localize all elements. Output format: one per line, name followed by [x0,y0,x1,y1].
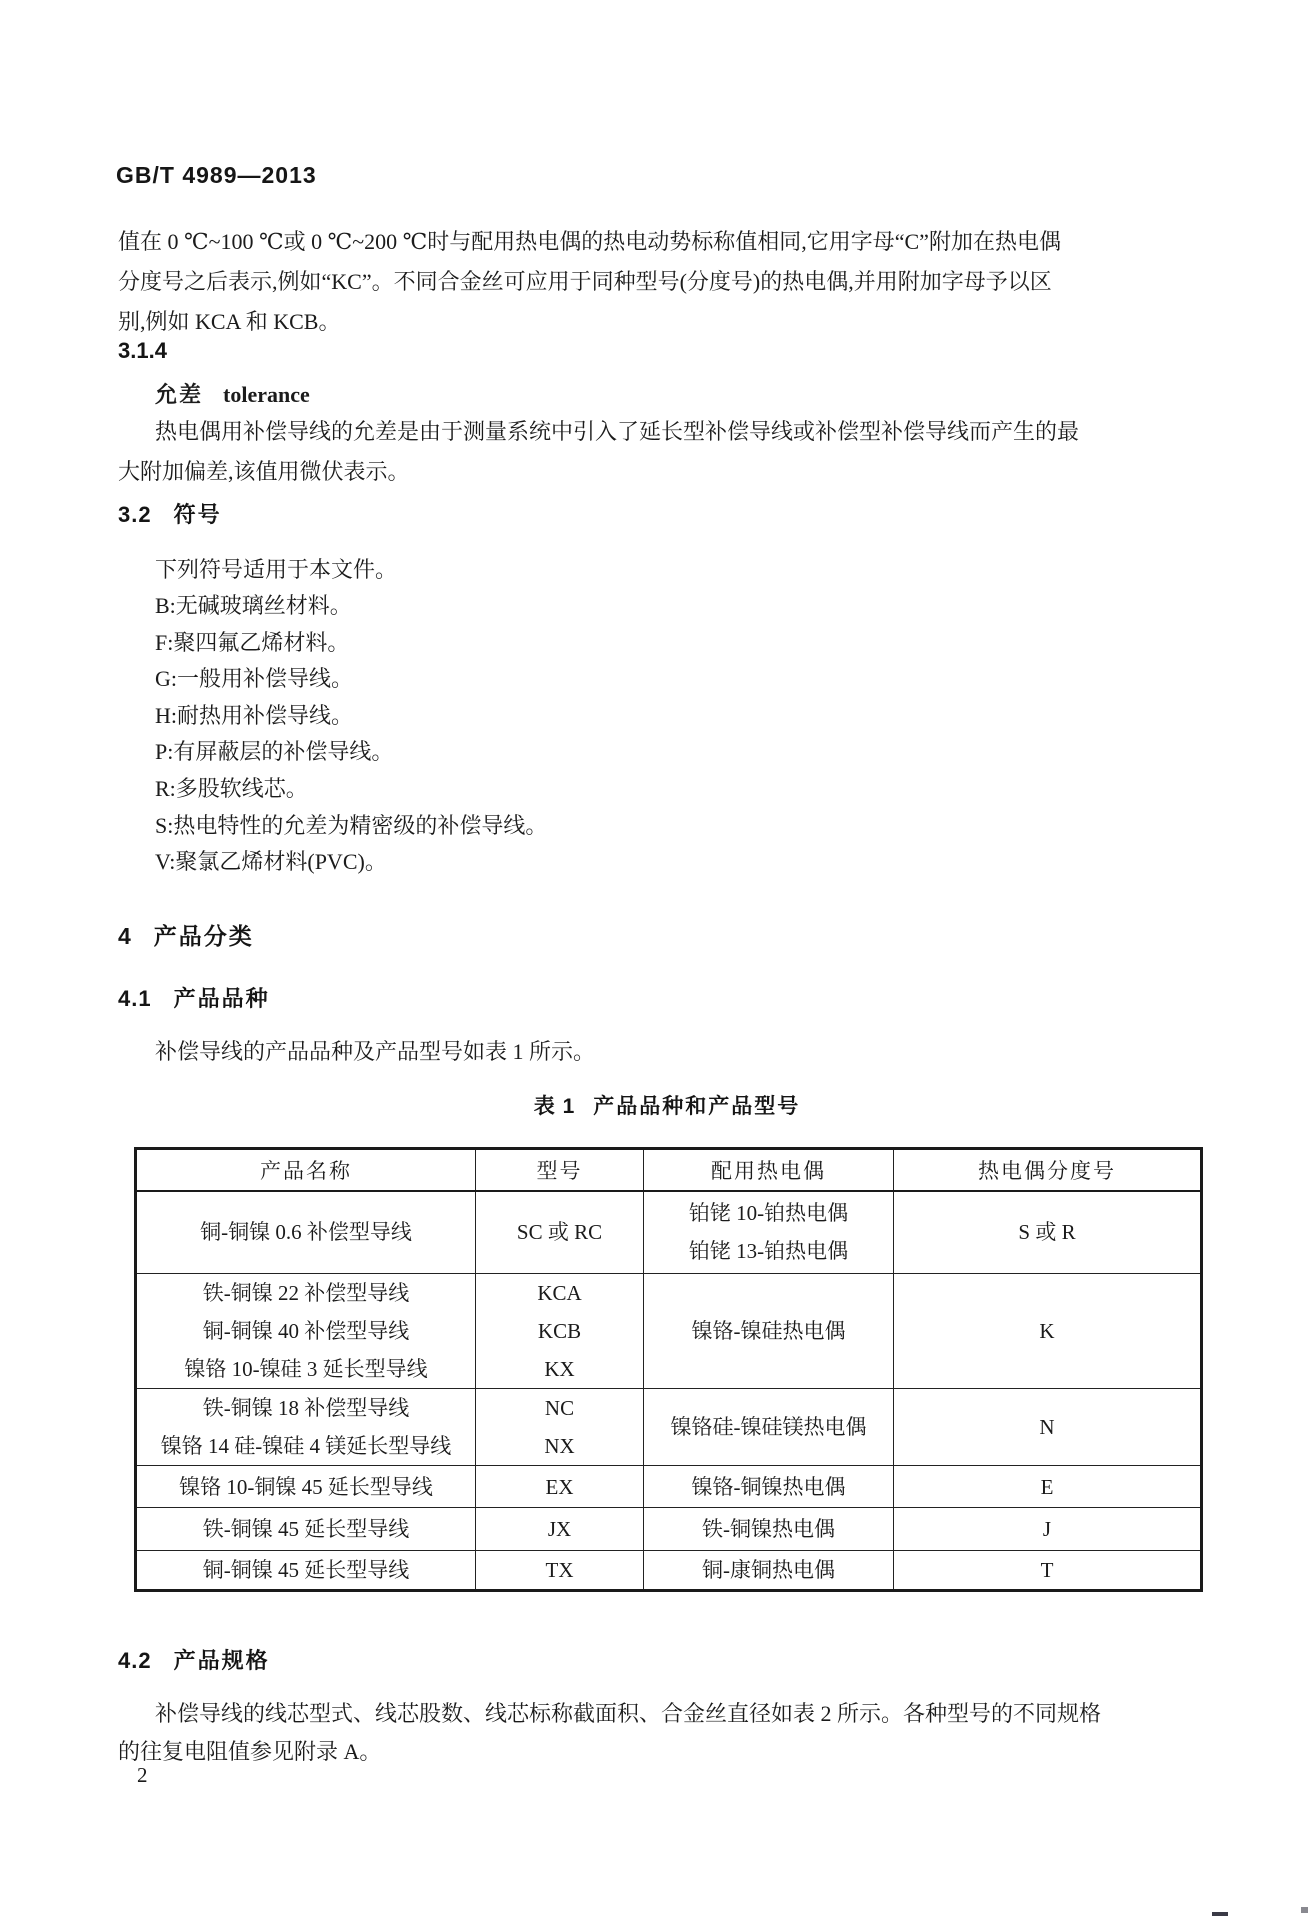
col-header-thermocouple: 配用热电偶 [644,1149,894,1191]
cell-line: KCB [537,1319,582,1343]
section-4-2-body-line2: 的往复电阻值参见附录 A。 [118,1739,382,1764]
cell-line: KX [544,1357,575,1381]
cell-line: 铜-铜镍 0.6 补偿型导线 [200,1220,412,1245]
section-4-1-intro: 补偿导线的产品品种及产品型号如表 1 所示。 [155,1039,596,1064]
cell-line: 铁-铜镍 22 补偿型导线 [202,1281,410,1305]
grade-cell [894,1551,1202,1591]
model-cell [476,1274,644,1389]
cell-line: NX [544,1434,575,1458]
cell-line: J [1042,1517,1052,1541]
cell-line: 铂铑 10-铂热电偶 [688,1201,849,1226]
grade-cell [894,1466,1202,1508]
model-cell [476,1466,644,1508]
section-number: 4.1 [118,986,152,1011]
cell-line: 镍铬 10-镍硅 3 延长型导线 [184,1357,428,1381]
thermocouple-cell [644,1466,894,1508]
cell-line: E [1040,1474,1054,1499]
thermocouple-cell [644,1274,894,1389]
section-number: 3.2 [118,502,152,527]
symbols-list [155,588,547,881]
table-row [136,1389,1202,1466]
tolerance-definition-line2: 大附加偏差,该值用微伏表示。 [118,459,410,484]
symbol-item: P:有屏蔽层的补偿导线。 [155,739,394,765]
section-title: 符号 [173,502,222,527]
symbol-item: G:一般用补偿导线。 [155,666,354,692]
section-4-2-heading [118,1644,270,1675]
grade-cell [894,1191,1202,1274]
cell-line: 铂铑 13-铂热电偶 [688,1239,849,1264]
table-caption-title: 产品品种和产品型号 [593,1095,801,1118]
cell-line: 铁-铜镍 45 延长型导线 [202,1517,410,1541]
grade-cell [894,1389,1202,1466]
cell-line: KCA [537,1281,582,1305]
product-name-cell [136,1508,476,1551]
term-heading [155,378,310,409]
cell-line: 铜-铜镍 40 补偿型导线 [202,1319,410,1343]
product-name-cell [136,1191,476,1274]
cell-line: 铜-康铜热电偶 [702,1558,835,1582]
paragraph-line: 分度号之后表示,例如“KC”。不同合金丝可应用于同种型号(分度号)的热电偶,并用附加字母予以区 [118,269,1052,294]
section-4-heading [118,918,254,951]
table1-caption [134,1090,1200,1120]
symbol-item: H:耐热用补偿导线。 [155,702,354,728]
symbol-item: R:多股软线芯。 [155,775,308,801]
product-name-cell [136,1551,476,1591]
paragraph-line: 值在 0 ℃~100 ℃或 0 ℃~200 ℃时与配用热电偶的热电动势标称值相同,它用字母“C”附加在热电偶 [118,229,1061,254]
section-3-2-heading [118,498,222,529]
cell-line: 镍铬硅-镍硅镁热电偶 [670,1415,867,1439]
table-row [136,1191,1202,1274]
table-row [136,1274,1202,1389]
cell-line: 铁-铜镍 18 补偿型导线 [202,1396,410,1420]
thermocouple-cell [644,1508,894,1551]
tolerance-definition-line1: 热电偶用补偿导线的允差是由于测量系统中引入了延长型补偿导线或补偿型补偿导线而产生的最 [155,419,1080,444]
symbol-item: V:聚氯乙烯材料(PVC)。 [155,849,387,875]
thermocouple-cell [644,1551,894,1591]
paragraph-line: 别,例如 KCA 和 KCB。 [118,309,341,334]
term-cn: 允差 [155,382,204,407]
model-cell [476,1389,644,1466]
table1-body [136,1191,1202,1591]
cell-line: K [1039,1319,1055,1343]
cell-line: N [1039,1415,1055,1439]
clause-3-1-4-number: 3.1.4 [118,338,167,363]
symbol-item: B:无碱玻璃丝材料。 [155,593,352,618]
cell-line: T [1040,1558,1054,1582]
symbol-item: F:聚四氟乙烯材料。 [155,629,350,655]
model-cell [476,1551,644,1591]
cell-line: S 或 R [1018,1220,1076,1245]
section-title: 产品品种 [173,986,270,1011]
thermocouple-cell [644,1389,894,1466]
scan-mark [1301,1907,1308,1913]
cell-line: 镍铬 10-铜镍 45 延长型导线 [179,1474,433,1499]
section-title: 产品分类 [153,923,254,949]
product-name-cell [136,1466,476,1508]
grade-cell [894,1274,1202,1389]
col-header-product-name: 产品名称 [136,1149,476,1191]
cell-line: 铁-铜镍热电偶 [702,1517,835,1541]
table-header-row [136,1149,1202,1191]
symbols-intro: 下列符号适用于本文件。 [155,557,398,582]
standard-number: GB/T 4989—2013 [116,162,317,188]
cell-line: NC [544,1396,575,1420]
col-header-model: 型号 [476,1149,644,1191]
cell-line: SC 或 RC [516,1220,603,1245]
cell-line: 镍铬-铜镍热电偶 [691,1474,846,1499]
intro-paragraph [118,222,1206,342]
cell-line: JX [547,1517,572,1541]
table-row [136,1551,1202,1591]
grade-cell [894,1508,1202,1551]
page-number: 2 [137,1763,148,1787]
thermocouple-cell [644,1191,894,1274]
section-title: 产品规格 [173,1648,270,1673]
model-cell [476,1508,644,1551]
section-4-2-body-line1: 补偿导线的线芯型式、线芯股数、线芯标称截面积、合金丝直径如表 2 所示。各种型号的不同规格 [155,1701,1102,1726]
section-4-1-heading [118,982,270,1013]
cell-line: 镍铬 14 硅-镍硅 4 镁延长型导线 [160,1434,452,1458]
section-number: 4.2 [118,1648,152,1673]
cell-line: 镍铬-镍硅热电偶 [691,1319,846,1343]
cell-line: EX [545,1474,574,1499]
product-name-cell [136,1389,476,1466]
symbol-item: S:热电特性的允差为精密级的补偿导线。 [155,812,548,838]
col-header-grade: 热电偶分度号 [894,1149,1202,1191]
term-en: tolerance [223,382,310,407]
scan-mark [1212,1912,1228,1916]
table1 [134,1147,1203,1592]
model-cell [476,1191,644,1274]
table-caption-label: 表 1 [533,1095,576,1118]
table-row [136,1508,1202,1551]
table-row [136,1466,1202,1508]
cell-line: 铜-铜镍 45 延长型导线 [202,1558,410,1582]
cell-line: TX [545,1558,574,1582]
section-number: 4 [118,923,132,949]
product-name-cell [136,1274,476,1389]
